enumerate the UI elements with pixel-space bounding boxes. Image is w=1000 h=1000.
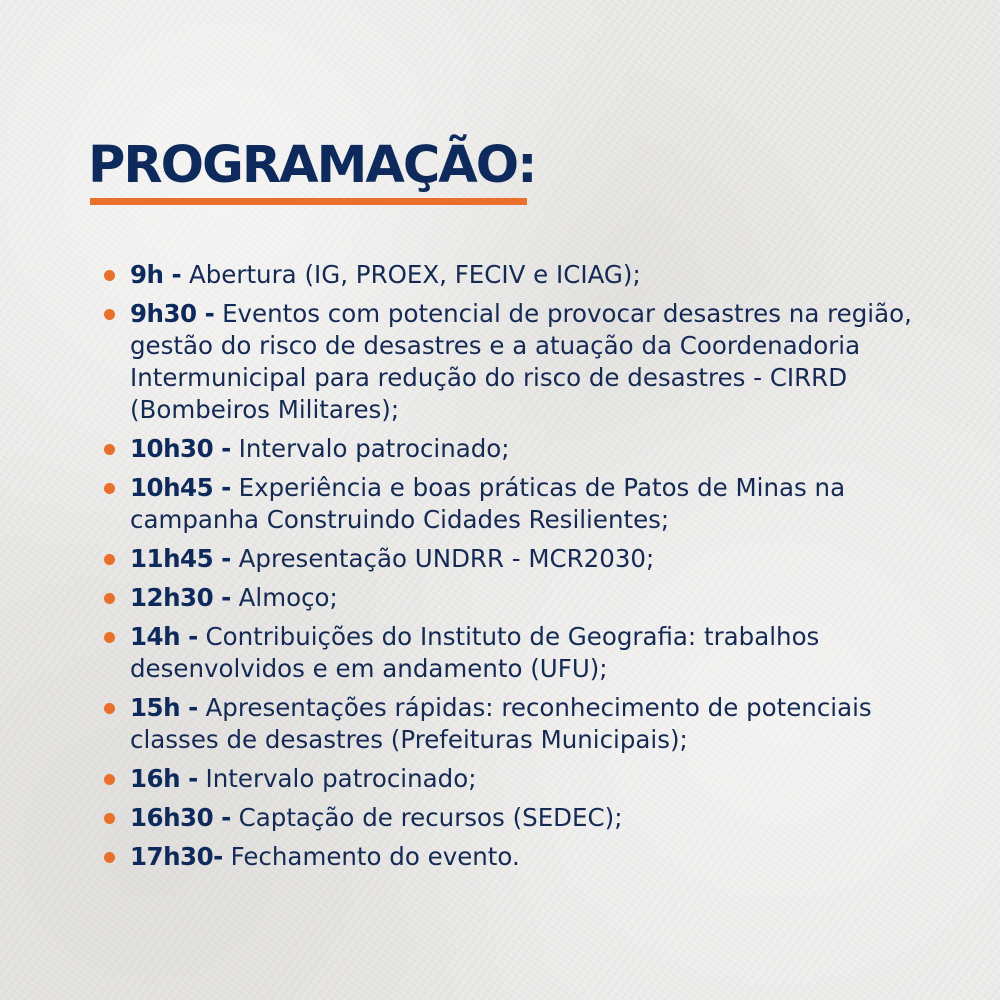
schedule-description: Abertura (IG, PROEX, FECIV e ICIAG); — [188, 260, 641, 289]
bullet-dot-icon — [104, 632, 115, 643]
schedule-description: Eventos com potencial de provocar desastres na região, gestão do risco de desastres e a atuação da Coordenadoria Intermunicipal para redução do risco de desastres - CIRRD (Bombeiros Militares); — [130, 299, 912, 424]
schedule-time: 10h45 - — [130, 473, 231, 502]
bullet-dot-icon — [104, 270, 115, 281]
schedule-description: Fechamento do evento. — [230, 842, 520, 871]
schedule-item — [104, 259, 924, 291]
schedule-item — [104, 692, 924, 756]
bullet-dot-icon — [104, 483, 115, 494]
schedule-time: 9h30 - — [130, 299, 215, 328]
bullet-dot-icon — [104, 593, 115, 604]
schedule-time: 14h - — [130, 622, 198, 651]
schedule-description: Experiência e boas práticas de Patos de Minas na campanha Construindo Cidades Resilientes; — [130, 473, 846, 534]
schedule-description: Apresentação UNDRR - MCR2030; — [238, 544, 655, 573]
schedule-description: Captação de recursos (SEDEC); — [238, 803, 623, 832]
schedule-item — [104, 582, 924, 614]
schedule-time: 12h30 - — [130, 583, 231, 612]
schedule-description: Intervalo patrocinado; — [205, 764, 477, 793]
schedule-list — [104, 259, 924, 880]
schedule-item — [104, 763, 924, 795]
bullet-dot-icon — [104, 309, 115, 320]
schedule-item — [104, 802, 924, 834]
schedule-item — [104, 543, 924, 575]
schedule-description: Almoço; — [238, 583, 338, 612]
schedule-time: 11h45 - — [130, 544, 231, 573]
schedule-description: Contribuições do Instituto de Geografia: trabalhos desenvolvidos e em andamento (UFU); — [130, 622, 820, 683]
bullet-dot-icon — [104, 774, 115, 785]
schedule-description: Apresentações rápidas: reconhecimento de potenciais classes de desastres (Prefeituras Municipais); — [130, 693, 872, 754]
schedule-time: 17h30- — [130, 842, 223, 871]
bullet-dot-icon — [104, 444, 115, 455]
schedule-item — [104, 841, 924, 873]
schedule-time: 9h - — [130, 260, 182, 289]
schedule-description: Intervalo patrocinado; — [238, 434, 510, 463]
bullet-dot-icon — [104, 554, 115, 565]
schedule-item — [104, 472, 924, 536]
schedule-time: 15h - — [130, 693, 198, 722]
bullet-dot-icon — [104, 703, 115, 714]
schedule-item — [104, 433, 924, 465]
schedule-time: 10h30 - — [130, 434, 231, 463]
schedule-time: 16h30 - — [130, 803, 231, 832]
bullet-dot-icon — [104, 813, 115, 824]
bullet-dot-icon — [104, 852, 115, 863]
title-underline — [90, 198, 527, 205]
title-block — [88, 136, 536, 195]
page-title: PROGRAMAÇÃO: — [88, 136, 536, 195]
schedule-item — [104, 298, 924, 426]
schedule-item — [104, 621, 924, 685]
schedule-time: 16h - — [130, 764, 198, 793]
